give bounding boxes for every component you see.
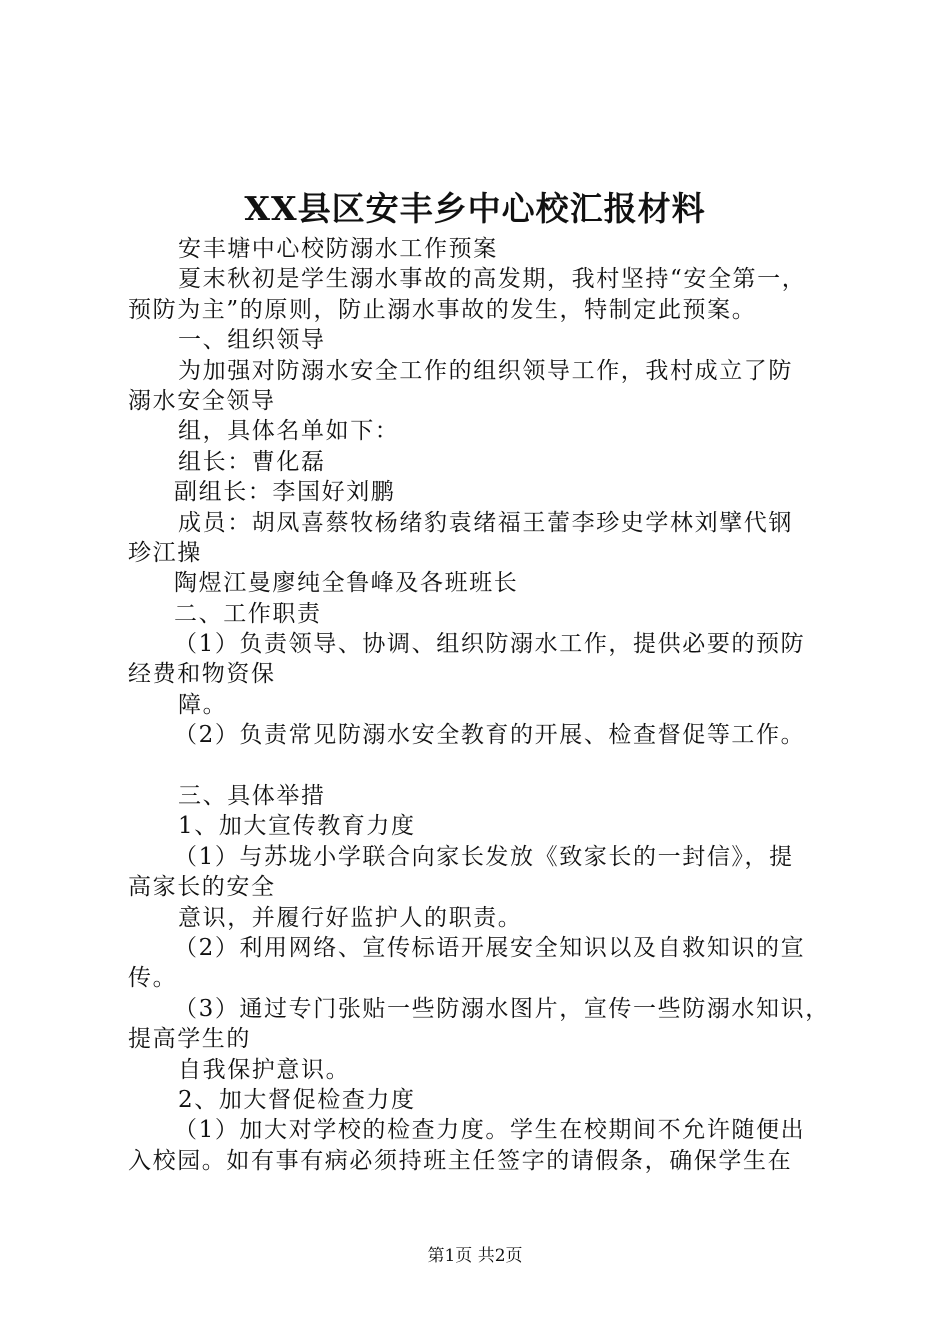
- paragraph-line: 组长：曹化磊: [178, 448, 326, 475]
- subsection-heading: 1、加大宣传教育力度: [178, 813, 416, 840]
- paragraph-line: （1）加大对学校的检查力度。学生在校期间不允许随便出: [174, 1117, 806, 1144]
- paragraph-line: 障。: [178, 691, 228, 718]
- paragraph-line: 夏末秋初是学生溺水事故的高发期，我村坚持“安全第一，: [178, 266, 807, 293]
- paragraph-line: 副组长：李国好刘鹏: [174, 479, 396, 506]
- subsection-heading: 2、加大督促检查力度: [178, 1086, 416, 1113]
- paragraph-line: 安丰塘中心校防溺水工作预案: [178, 236, 498, 262]
- paragraph-line: 入校园。如有事有病必须持班主任签字的请假条，确保学生在: [128, 1147, 793, 1174]
- paragraph-line: 为加强对防溺水安全工作的组织领导工作，我村成立了防: [178, 357, 793, 384]
- document-title: XX县区安丰乡中心校汇报材料: [244, 189, 706, 228]
- paragraph-line: 组，具体名单如下：: [178, 418, 400, 445]
- paragraph-line: 传。: [128, 965, 178, 992]
- paragraph-line: 自我保护意识。: [178, 1056, 351, 1083]
- paragraph-line: 经费和物资保: [128, 661, 276, 688]
- paragraph-line: 预防为主”的原则，防止溺水事故的发生，特制定此预案。: [128, 296, 757, 323]
- paragraph-line: （1）负责领导、协调、组织防溺水工作，提供必要的预防: [174, 631, 806, 658]
- paragraph-line: 成员：胡凤喜蔡牧杨绪豹袁绪福王蕾李珍史学林刘擘代钢: [178, 509, 793, 536]
- section-heading: 一、组织领导: [178, 327, 326, 354]
- paragraph-line: （3）通过专门张贴一些防溺水图片，宣传一些防溺水知识，: [174, 995, 830, 1022]
- section-heading: 二、工作职责: [174, 600, 322, 627]
- paragraph-line: 珍江操: [128, 539, 202, 566]
- paragraph-line: 提高学生的: [128, 1026, 251, 1053]
- paragraph-line: （1）与苏垅小学联合向家长发放《致家长的一封信》，提: [174, 843, 794, 870]
- paragraph-line: 陶煜江曼廖纯全鲁峰及各班班长: [174, 570, 519, 597]
- blank-line: [128, 751, 850, 781]
- document-body: [128, 234, 850, 1176]
- paragraph-line: 意识，并履行好监护人的职责。: [178, 904, 523, 931]
- paragraph-line: 溺水安全领导: [128, 387, 276, 414]
- page-number: 第1页 共2页: [427, 1246, 523, 1266]
- paragraph-line: （2）负责常见防溺水安全教育的开展、检查督促等工作。: [174, 722, 806, 749]
- paragraph-line: 高家长的安全: [128, 874, 276, 901]
- paragraph-line: （2）利用网络、宣传标语开展安全知识以及自救知识的宣: [174, 934, 806, 961]
- section-heading: 三、具体举措: [178, 783, 326, 810]
